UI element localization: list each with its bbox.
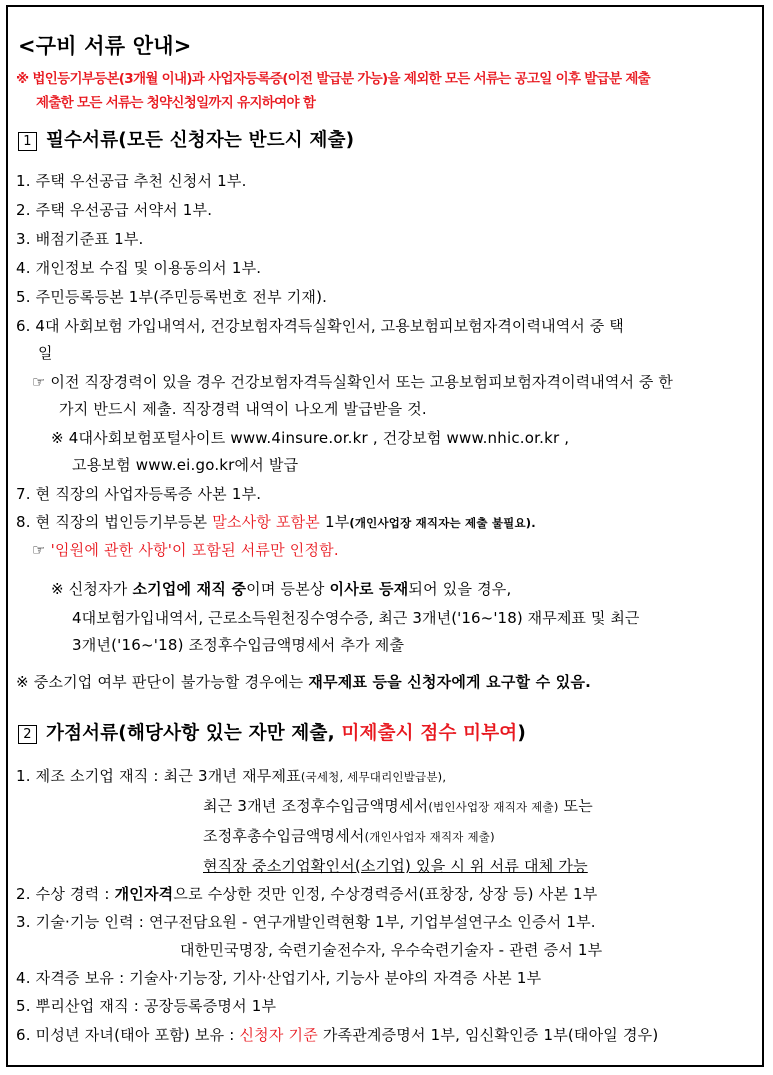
note-item-6-line-1: ☞ 이전 직장경력이 있을 경우 건강보험자격득실확인서 또는 고용보험피보험자격이력내역서 중 한 [32,373,673,391]
bonus-text: 6. 미성년 자녀(태아 포함) 보유 : [16,1026,240,1044]
bonus-item-5: 5. 뿌리산업 재직 : 공장등록증명서 1부 [16,997,277,1015]
extra-bold: 이사로 등재 [329,580,409,598]
extra-docs-line-3: 3개년('16~'18) 조정후수입금액명세서 추가 제출 [72,636,405,654]
bonus-item-6 [16,1024,658,1046]
bonus-bold: 개인자격 [114,885,174,903]
list-item: 1. 주택 우선공급 추천 신청서 1부. [16,172,247,190]
section-2-heading [18,721,526,747]
bonus-text: 최근 3개년 조정후수입금액명세서 [203,797,429,815]
document-frame [6,5,764,1067]
bonus-item-1-line-1 [16,765,446,788]
bonus-text: 가족관계증명서 1부, 임신확인증 1부(태아일 경우) [317,1026,659,1044]
list-item: 6. 4대 사회보험 가입내역서, 건강보험자격득실확인서, 고용보험피보험자격이력내역서 중 택 [16,317,624,335]
note-item-8-text: '임원에 관한 사항'이 포함된 서류만 인정함. [50,541,339,559]
bonus-item-3-line-1: 3. 기술·기능 인력 : 연구전담요원 - 연구개발인력현황 1부, 기업부설연구소 인증서 1부. [16,913,596,931]
extra-text: ※ 신청자가 [51,580,133,598]
bonus-item-3-line-2: 대한민국명장, 숙련기술전수자, 우수숙련기술자 - 관련 증서 1부 [180,941,603,959]
bonus-text: 으로 수상한 것만 인정, 수상경력증서(표창장, 상장 등) 사본 1부 [173,885,598,903]
reference-sites-line-1: ※ 4대사회보험포털사이트 www.4insure.or.kr , 건강보험 www.nhic.or.kr , [51,429,570,447]
bonus-text: 또는 [558,797,593,815]
bonus-item-4: 4. 자격증 보유 : 기술사·기능장, 기사·산업기사, 기능사 분야의 자격증 사본 1부 [16,969,542,987]
item-8-highlight: 말소사항 포함본 [212,513,320,531]
bonus-item-2 [16,883,597,905]
bonus-note: (법인사업장 재직자 제출) [428,800,559,814]
list-item-8 [16,511,536,534]
note-item-8 [32,539,339,561]
list-item: 2. 주택 우선공급 서약서 1부. [16,201,213,219]
bonus-text: 1. 제조 소기업 재직 : 최근 3개년 재무제표 [16,767,301,785]
list-item-continuation: 일 [38,344,53,362]
list-item: 4. 개인정보 수집 및 이용동의서 1부. [16,259,262,277]
section-2-number-box: 2 [18,725,37,744]
section-2-title-end: ) [517,723,527,744]
list-item: 3. 배점기준표 1부. [16,230,144,248]
item-8-note: (개인사업장 재직자는 제출 불필요). [349,516,536,530]
pointer-icon: ☞ [32,541,51,559]
bonus-item-1-line-4: 현직장 중소기업확인서(소기업) 있을 시 위 서류 대체 가능 [203,857,588,875]
bonus-item-1-line-2 [203,795,593,818]
item-8-text: 8. 현 직장의 법인등기부등본 [16,513,213,531]
extra-text: 이며 등본상 [246,580,330,598]
sme-text: ※ 중소기업 여부 판단이 불가능할 경우에는 [16,673,309,691]
list-item: 5. 주민등록등본 1부(주민등록번호 전부 기재). [16,288,328,306]
notice-line-1: ※ 법인등기부등본(3개월 이내)과 사업자등록증(이전 발급분 가능)을 제외한 모든 서류는 공고일 이후 발급분 제출 [16,71,650,87]
bonus-note: (개인사업자 재직자 제출) [364,830,495,844]
sme-note [16,671,591,693]
extra-docs-line-2: 4대보험가입내역서, 근로소득원천징수영수증, 최근 3개년('16~'18) 재무제표 및 최근 [72,609,640,627]
extra-bold: 소기업에 재직 중 [132,580,247,598]
section-1-title: 필수서류(모든 신청자는 반드시 제출) [46,130,355,151]
list-item: 7. 현 직장의 사업자등록증 사본 1부. [16,485,262,503]
bonus-text: 2. 수상 경력 : [16,885,115,903]
bonus-text: 조정후총수입금액명세서 [203,827,365,845]
bonus-item-1-line-3 [203,825,495,848]
note-item-6-line-2: 가지 반드시 제출. 직장경력 내역이 나오게 발급받을 것. [59,400,427,418]
notice-line-2: 제출한 모든 서류는 청약신청일까지 유지하여야 함 [36,95,316,111]
bonus-note: (국세청, 세무대리인발급분), [300,770,447,784]
section-1-number-box: 1 [18,132,37,151]
section-2-title-highlight: 미제출시 점수 미부여 [341,723,518,744]
section-2-title: 가점서류(해당사항 있는 자만 제출, [46,723,342,744]
item-8-count: 1부 [320,513,350,531]
section-1-heading [18,128,354,154]
bonus-highlight: 신청자 기준 [239,1026,318,1044]
page-title: <구비 서류 안내> [18,34,192,58]
sme-bold: 재무제표 등을 신청자에게 요구할 수 있음. [308,673,592,691]
extra-docs-line-1 [51,578,511,600]
extra-text: 되어 있을 경우, [408,580,512,598]
reference-sites-line-2: 고용보험 www.ei.go.kr에서 발급 [72,456,299,474]
